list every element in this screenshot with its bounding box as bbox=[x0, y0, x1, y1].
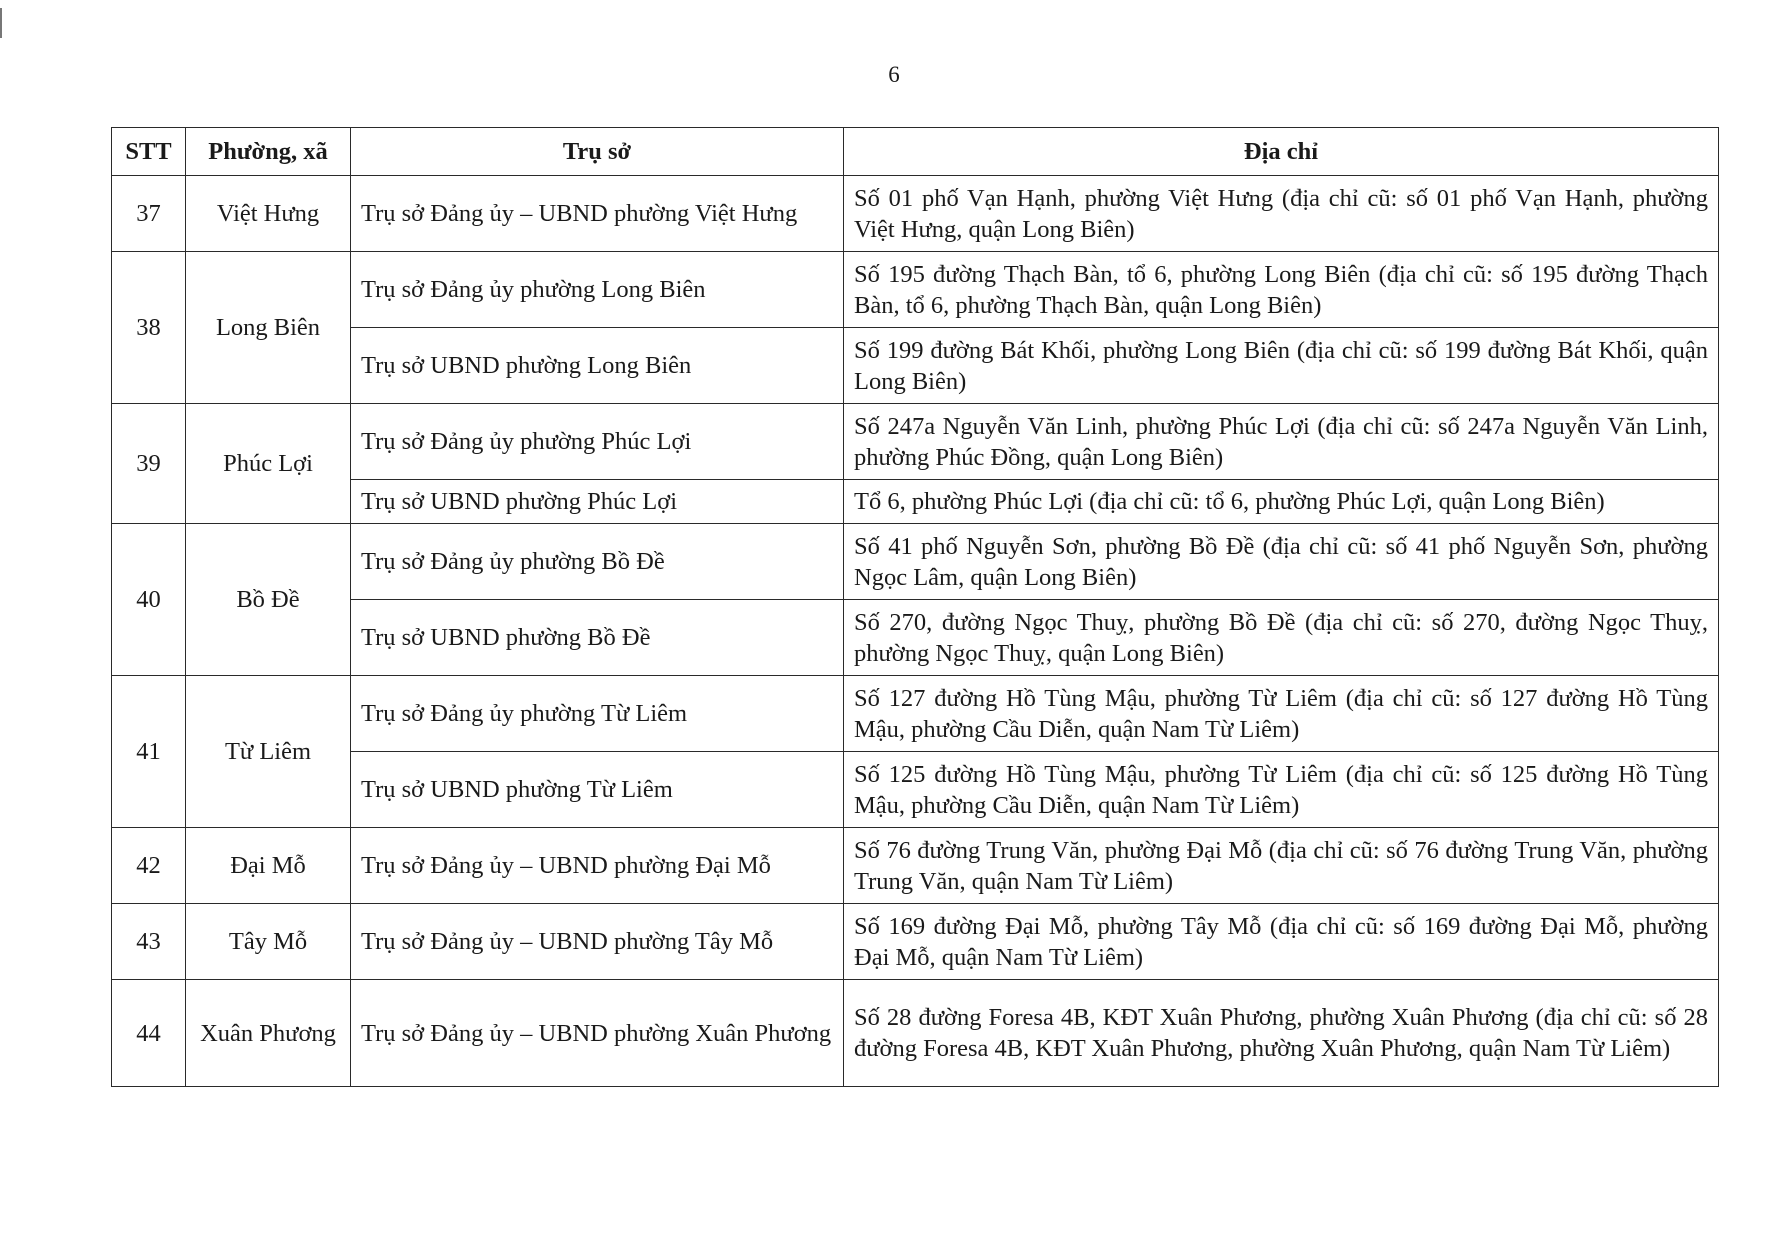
header-address: Địa chỉ bbox=[844, 128, 1719, 176]
row-stt: 42 bbox=[112, 828, 186, 904]
table-header-row bbox=[112, 128, 1719, 176]
table-row bbox=[112, 980, 1719, 1087]
table-row bbox=[112, 404, 1719, 480]
row-headquarters: Trụ sở Đảng ủy phường Từ Liêm bbox=[351, 676, 844, 752]
row-address: Số 28 đường Foresa 4B, KĐT Xuân Phương, phường Xuân Phương (địa chỉ cũ: số 28 đường Foresa 4B, KĐT Xuân Phương, phường Xuân Phương, quận Nam Từ Liêm) bbox=[844, 980, 1719, 1087]
row-address: Số 76 đường Trung Văn, phường Đại Mỗ (địa chỉ cũ: số 76 đường Trung Văn, phường Trung Văn, quận Nam Từ Liêm) bbox=[844, 828, 1719, 904]
row-address: Số 41 phố Nguyễn Sơn, phường Bồ Đề (địa chỉ cũ: số 41 phố Nguyễn Sơn, phường Ngọc Lâm, quận Long Biên) bbox=[844, 524, 1719, 600]
row-address: Số 01 phố Vạn Hạnh, phường Việt Hưng (địa chỉ cũ: số 01 phố Vạn Hạnh, phường Việt Hưng, quận Long Biên) bbox=[844, 176, 1719, 252]
table-row bbox=[112, 676, 1719, 752]
table-row bbox=[112, 252, 1719, 328]
row-headquarters: Trụ sở Đảng ủy – UBND phường Xuân Phương bbox=[351, 980, 844, 1087]
row-headquarters: Trụ sở Đảng ủy – UBND phường Đại Mỗ bbox=[351, 828, 844, 904]
table-row bbox=[112, 828, 1719, 904]
row-address: Số 127 đường Hồ Tùng Mậu, phường Từ Liêm (địa chỉ cũ: số 127 đường Hồ Tùng Mậu, phường Cầu Diễn, quận Nam Từ Liêm) bbox=[844, 676, 1719, 752]
row-address: Số 125 đường Hồ Tùng Mậu, phường Từ Liêm (địa chỉ cũ: số 125 đường Hồ Tùng Mậu, phường Cầu Diễn, quận Nam Từ Liêm) bbox=[844, 752, 1719, 828]
row-headquarters: Trụ sở UBND phường Phúc Lợi bbox=[351, 480, 844, 524]
row-ward: Bồ Đề bbox=[186, 524, 351, 676]
table-row bbox=[112, 904, 1719, 980]
row-stt: 41 bbox=[112, 676, 186, 828]
table-row bbox=[112, 480, 1719, 524]
row-ward: Từ Liêm bbox=[186, 676, 351, 828]
row-stt: 44 bbox=[112, 980, 186, 1087]
scan-edge-mark bbox=[0, 8, 2, 38]
row-address: Tổ 6, phường Phúc Lợi (địa chỉ cũ: tổ 6, phường Phúc Lợi, quận Long Biên) bbox=[844, 480, 1719, 524]
row-ward: Đại Mỗ bbox=[186, 828, 351, 904]
row-stt: 38 bbox=[112, 252, 186, 404]
header-headquarters: Trụ sở bbox=[351, 128, 844, 176]
row-ward: Long Biên bbox=[186, 252, 351, 404]
row-headquarters: Trụ sở Đảng ủy phường Long Biên bbox=[351, 252, 844, 328]
table-row bbox=[112, 524, 1719, 600]
row-address: Số 195 đường Thạch Bàn, tổ 6, phường Long Biên (địa chỉ cũ: số 195 đường Thạch Bàn, tổ 6, phường Thạch Bàn, quận Long Biên) bbox=[844, 252, 1719, 328]
row-headquarters: Trụ sở UBND phường Bồ Đề bbox=[351, 600, 844, 676]
headquarters-table bbox=[111, 127, 1719, 1087]
row-headquarters: Trụ sở Đảng ủy – UBND phường Việt Hưng bbox=[351, 176, 844, 252]
row-headquarters: Trụ sở Đảng ủy phường Phúc Lợi bbox=[351, 404, 844, 480]
row-ward: Việt Hưng bbox=[186, 176, 351, 252]
row-stt: 43 bbox=[112, 904, 186, 980]
row-headquarters: Trụ sở Đảng ủy phường Bồ Đề bbox=[351, 524, 844, 600]
page-number: 6 bbox=[888, 62, 900, 87]
row-ward: Phúc Lợi bbox=[186, 404, 351, 524]
row-headquarters: Trụ sở UBND phường Từ Liêm bbox=[351, 752, 844, 828]
row-address: Số 270, đường Ngọc Thuỵ, phường Bồ Đề (địa chỉ cũ: số 270, đường Ngọc Thuỵ, phường Ngọc Thuỵ, quận Long Biên) bbox=[844, 600, 1719, 676]
row-stt: 39 bbox=[112, 404, 186, 524]
row-stt: 37 bbox=[112, 176, 186, 252]
row-ward: Tây Mỗ bbox=[186, 904, 351, 980]
row-address: Số 169 đường Đại Mỗ, phường Tây Mỗ (địa chỉ cũ: số 169 đường Đại Mỗ, phường Đại Mỗ, quận Nam Từ Liêm) bbox=[844, 904, 1719, 980]
row-headquarters: Trụ sở UBND phường Long Biên bbox=[351, 328, 844, 404]
table-row bbox=[112, 328, 1719, 404]
row-address: Số 247a Nguyễn Văn Linh, phường Phúc Lợi (địa chỉ cũ: số 247a Nguyễn Văn Linh, phường Phúc Đồng, quận Long Biên) bbox=[844, 404, 1719, 480]
row-headquarters: Trụ sở Đảng ủy – UBND phường Tây Mỗ bbox=[351, 904, 844, 980]
row-ward: Xuân Phương bbox=[186, 980, 351, 1087]
row-address: Số 199 đường Bát Khối, phường Long Biên (địa chỉ cũ: số 199 đường Bát Khối, quận Long Biên) bbox=[844, 328, 1719, 404]
table-row bbox=[112, 600, 1719, 676]
header-ward: Phường, xã bbox=[186, 128, 351, 176]
table-row bbox=[112, 176, 1719, 252]
table-row bbox=[112, 752, 1719, 828]
header-stt: STT bbox=[112, 128, 186, 176]
row-stt: 40 bbox=[112, 524, 186, 676]
